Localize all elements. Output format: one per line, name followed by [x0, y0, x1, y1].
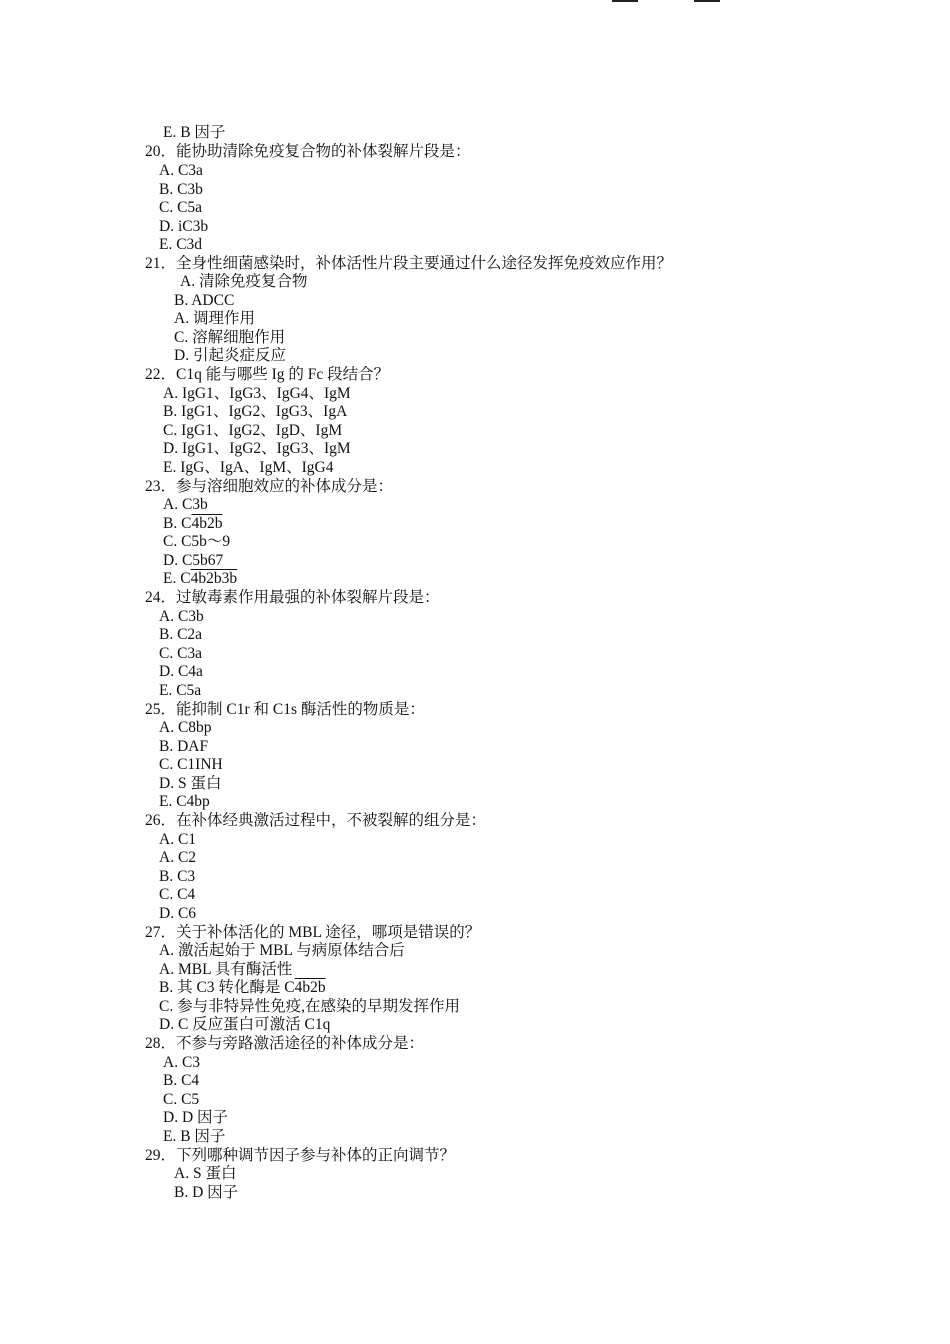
- question-23-option-c[interactable]: C. C5b～9: [163, 533, 231, 550]
- question-28-option-b[interactable]: B. C4: [163, 1072, 200, 1089]
- question-28-option-e[interactable]: E. B 因子: [163, 1128, 226, 1145]
- top-rule-right: [694, 0, 720, 2]
- question-27-option-5[interactable]: D. C 反应蛋白可激活 C1q: [159, 1016, 331, 1033]
- question-25-option-d[interactable]: D. S 蛋白: [159, 775, 222, 792]
- question-21-stem: 21．全身性细菌感染时，补体活性片段主要通过什么途径发挥免疫效应作用？: [145, 255, 673, 272]
- question-24-option-c[interactable]: C. C3a: [159, 645, 203, 662]
- question-24-option-d[interactable]: D. C4a: [159, 663, 203, 680]
- question-28-stem: 28．不参与旁路激活途径的补体成分是：: [145, 1035, 425, 1052]
- question-28-option-c[interactable]: C. C5: [163, 1091, 200, 1108]
- question-20-option-d[interactable]: D. iC3b: [159, 218, 209, 235]
- question-23-option-b-overlined: 4b2b: [191, 515, 223, 532]
- question-27-option-4[interactable]: C. 参与非特异性免疫,在感染的早期发挥作用: [159, 998, 460, 1015]
- question-26-option-5[interactable]: D. C6: [159, 905, 197, 922]
- top-rule-left: [612, 0, 638, 2]
- question-20-option-b[interactable]: B. C3b: [159, 181, 203, 198]
- question-24-option-a[interactable]: A. C3b: [159, 608, 204, 625]
- question-27-option-3[interactable]: [159, 979, 326, 997]
- question-21-option-3[interactable]: A. 调理作用: [174, 310, 255, 327]
- question-25-option-c[interactable]: C. C1INH: [159, 756, 223, 773]
- question-22-option-b[interactable]: B. IgG1、IgG2、IgG3、IgA: [163, 403, 348, 420]
- question-27-option-3-prefix: B. 其 C3 转化酶是 C: [159, 979, 295, 996]
- question-23-option-e[interactable]: [163, 570, 237, 588]
- question-28-option-a[interactable]: A. C3: [163, 1054, 201, 1071]
- question-22-stem: 22．C1q 能与哪些 Ig 的 Fc 段结合？: [145, 366, 390, 383]
- question-23-option-d[interactable]: D. C5b67: [163, 552, 224, 569]
- question-25-option-b[interactable]: B. DAF: [159, 738, 209, 755]
- question-27-option-1[interactable]: A. 激活起始于 MBL 与病原体结合后: [159, 942, 405, 959]
- question-20-option-c[interactable]: C. C5a: [159, 199, 203, 216]
- question-26-option-3[interactable]: B. C3: [159, 868, 196, 885]
- question-21-option-2[interactable]: B. ADCC: [174, 292, 235, 309]
- question-20-option-a[interactable]: A. C3a: [159, 162, 203, 179]
- question-23-option-b[interactable]: [163, 515, 222, 533]
- question-20-stem: 20．能协助清除免疫复合物的补体裂解片段是：: [145, 143, 471, 160]
- question-24-option-b[interactable]: B. C2a: [159, 626, 203, 643]
- question-25-option-a[interactable]: A. C8bp: [159, 719, 212, 736]
- question-22-option-e[interactable]: E. IgG、IgA、IgM、IgG4: [163, 459, 334, 476]
- question-24-option-e[interactable]: E. C5a: [159, 682, 202, 699]
- question-26-option-4[interactable]: C. C4: [159, 886, 196, 903]
- question-23-stem: 23．参与溶细胞效应的补体成分是：: [145, 478, 394, 495]
- question-21-option-1[interactable]: A. 清除免疫复合物: [180, 273, 308, 290]
- question-25-option-e[interactable]: E. C4bp: [159, 793, 210, 810]
- question-24-stem: 24．过敏毒素作用最强的补体裂解片段是：: [145, 589, 440, 606]
- question-28-option-d[interactable]: D. D 因子: [163, 1109, 229, 1126]
- question-26-option-2[interactable]: A. C2: [159, 849, 197, 866]
- question-29-option-a[interactable]: A. S 蛋白: [174, 1165, 237, 1182]
- question-27-stem: 27．关于补体活化的 MBL 途径，哪项是错误的？: [145, 924, 481, 941]
- question-23-option-b-prefix: B. C: [163, 515, 192, 532]
- question-27-option-2[interactable]: A. MBL 具有酶活性: [159, 961, 293, 978]
- question-29-option-b[interactable]: B. D 因子: [174, 1184, 239, 1201]
- question-23-option-e-overlined: 4b2b3b: [190, 570, 238, 587]
- question-21-option-5[interactable]: D. 引起炎症反应: [174, 347, 286, 364]
- question-23-option-a[interactable]: A. C3b: [163, 496, 208, 513]
- carry-over-option-e: E. B 因子: [163, 124, 226, 141]
- question-29-stem: 29．下列哪种调节因子参与补体的正向调节？: [145, 1147, 456, 1164]
- question-21-option-4[interactable]: C. 溶解细胞作用: [174, 329, 286, 346]
- question-22-option-a[interactable]: A. IgG1、IgG3、IgG4、IgM: [163, 385, 351, 402]
- question-27-option-3-overlined: 4b2b: [294, 979, 326, 996]
- question-20-option-e[interactable]: E. C3d: [159, 236, 203, 253]
- question-26-option-1[interactable]: A. C1: [159, 831, 197, 848]
- question-23-option-e-prefix: E. C: [163, 570, 191, 587]
- question-22-option-c[interactable]: C. IgG1、IgG2、IgD、IgM: [163, 422, 343, 439]
- question-22-option-d[interactable]: D. IgG1、IgG2、IgG3、IgM: [163, 440, 351, 457]
- question-26-stem: 26．在补体经典激活过程中，不被裂解的组分是：: [145, 812, 487, 829]
- question-25-stem: 25．能抑制 C1r 和 C1s 酶活性的物质是：: [145, 701, 425, 718]
